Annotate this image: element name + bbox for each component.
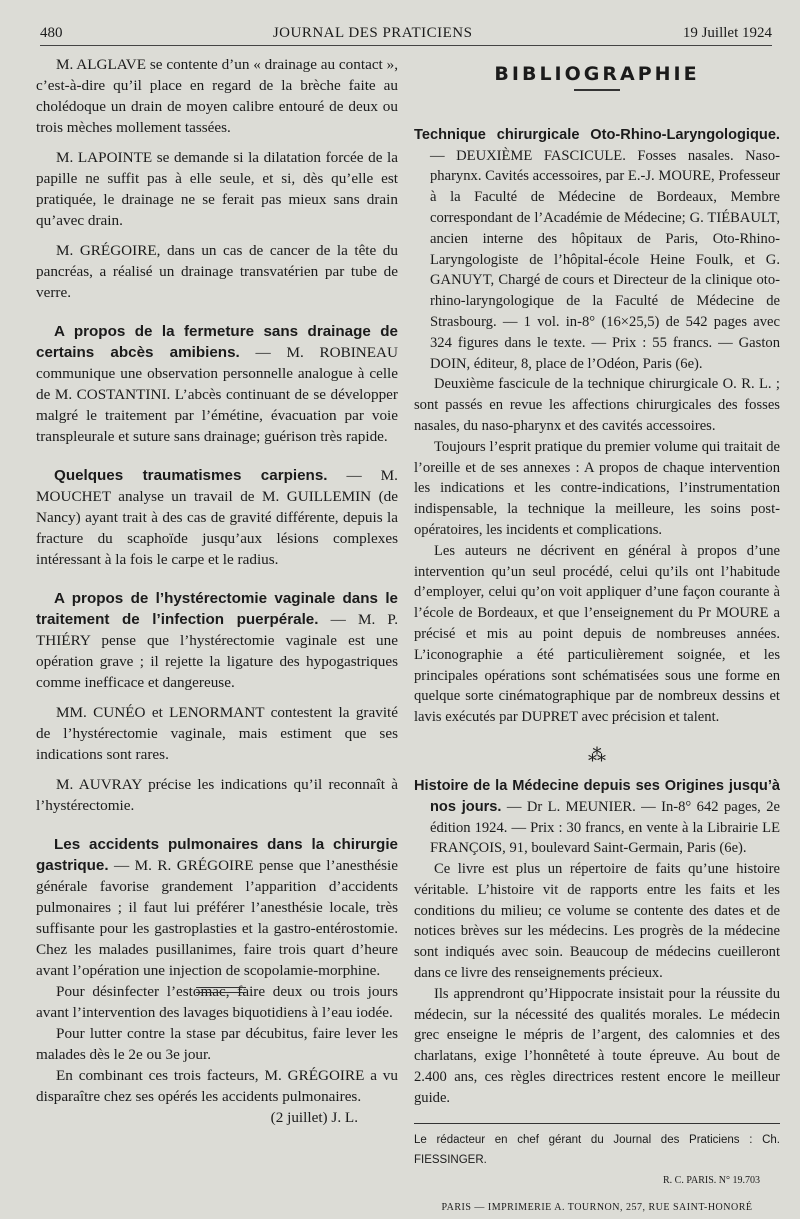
printer-credit: PARIS — IMPRIMERIE A. TOURNON, 257, RUE SAINT-HONORÉ — [441, 1202, 753, 1214]
paragraph: Ce livre est plus un répertoire de faits qu’une histoire véritable. L’histoire vit de rapports entre les faits et les conditions du milieu; ce volume se contente des dates et de notices brèves sur les médecins. Les progrès de la médecine sont indiqués avec soin. Beaucoup de médecins cueilleront dans ce livre des renseignements précieux. — [414, 861, 780, 982]
heading-rule — [574, 89, 620, 91]
review-reference: — Dr L. MEUNIER. — In-8° 642 pages, 2e édition 1924. — Prix : 30 francs, en vente à la Librairie LE FRANÇOIS, 91, boulevard Saint-Germain, Paris (6e). — [430, 798, 780, 857]
article-body: — M. P. THIÉRY pense que l’hystérectomie vaginale est une opération grave ; il rejette la ligature des hypogastriques comme inefficace et dangereuse. — [36, 611, 398, 691]
article-hysterectomie — [36, 588, 398, 816]
signature: (2 juillet) J. L. — [270, 1109, 358, 1126]
page-number: 480 — [40, 25, 63, 41]
bibliography-heading: BIBLIOGRAPHIE — [494, 63, 700, 85]
editor-credit: Le rédacteur en chef gérant du Journal des Praticiens : Ch. FIESSINGER. — [414, 1133, 780, 1167]
review-histoire-medecine — [414, 776, 780, 1109]
paragraph: M. LAPOINTE se demande si la dilatation forcée de la papille ne suffit pas à elle seule, et si, dès qu’elle est pratiquée, le drainage ne se ferait pas mieux sans drain qu’avec drain. — [36, 149, 398, 229]
article-accidents-pulmonaires — [36, 834, 398, 1128]
article-body: — M. MOUCHET analyse un travail de M. GUILLEMIN (de Nancy) ayant trait à des cas de gravité différente, depuis la fracture du scaphoïde jusqu’aux lésions complexes intéressant à la fois le carpe et le radius. — [36, 467, 398, 568]
paragraph: Pour désinfecter l’estomac, faire deux ou trois jours avant l’intervention des lavages biquotidiens à l’eau iodée. — [36, 983, 398, 1021]
article-title: Quelques traumatismes carpiens. — [54, 467, 328, 484]
review-title: Histoire de la Médecine depuis ses Origines jusqu’à nos jours. — [414, 777, 780, 815]
article-title: A propos de l’hystérectomie vaginale dans le traitement de l’infection puerpérale. — [36, 590, 398, 628]
paragraph: En combinant ces trois facteurs, M. GRÉGOIRE a vu disparaître chez ses opérés les accidents pulmonaires. — [36, 1067, 398, 1105]
paragraph: MM. CUNÉO et LENORMANT contestent la gravité de l’hystérectomie vaginale, mais estiment que ses indications sont rares. — [36, 704, 398, 763]
article-title: A propos de la fermeture sans drainage de certains abcès amibiens. — [36, 323, 398, 361]
right-column — [414, 54, 780, 1219]
registry-number: R. C. PARIS. N° 19.703 — [663, 1175, 760, 1187]
review-oto-rhino — [414, 125, 780, 728]
page-header — [40, 20, 772, 46]
paragraph: Toujours l’esprit pratique du premier volume qui traitait de l’oreille et de ses annexes : A propos de chaque intervention les indications et les contre-indications, l’instrumentation indispensable, la technique la meilleure, les soins post-opératoires, les incidents et complications. — [414, 438, 780, 538]
journal-title: JOURNAL DES PRATICIENS — [272, 25, 473, 41]
paragraph: Deuxième fascicule de la technique chirurgicale O. R. L. ; sont passés en revue les affections chirurgicales des fosses nasales, du naso-pharynx et des cavités accessoires. — [414, 376, 780, 434]
article-fermeture-abces — [36, 321, 398, 447]
paragraph: M. ALGLAVE se contente d’un « drainage au contact », c’est-à-dire qu’il place en regard de la brèche faite au cholédoque un drain de moyen calibre entouré de deux ou trois mèches mollement tassées. — [36, 56, 398, 136]
article-body: — M. R. GRÉGOIRE pense que l’anesthésie générale favorise grandement l’apparition d’accidents pulmonaires ; il faut lui préférer l’anesthésie locale, très suffisante pour les gastroplasties et la gastro-entérostomie. Chez les malades pusillanimes, faire trois quart d’heure avant l’opération une injection de scopolamie-morphine. — [36, 857, 398, 979]
left-column — [36, 54, 398, 1128]
article-traumatismes-carpiens — [36, 465, 398, 570]
paragraph: M. AUVRAY précise les indications qu’il reconnaît à l’hystérectomie. — [36, 776, 398, 814]
article-body: — M. ROBINEAU communique une observation personnelle analogue à celle de M. COSTANTINI. L’abcès continuant de se développer malgré le traitement par l’émétine, évacuation par voie transpleurale et suture sans drainage; guérison très rapide. — [36, 344, 398, 445]
review-reference: — DEUXIÈME FASCICULE. Fosses nasales. Naso-pharynx. Cavités accessoires, par E.-J. MOURE, Professeur à la Faculté de Médecine de Bordeaux, Membre correspondant de l’Académie de Médecine; G. TIÉBAULT, ancien interne des hôpitaux de Paris, Oto-Rhino-Laryngologiste de l’hôpital-école Heine Foulk, et G. GANUYT, Chargé de cours et Directeur de la clinique oto-rhino-laryngologique de la Faculté de Médecine de Strasbourg. — 1 vol. in-8° (16×25,5) de 542 pages avec 324 figures dans le texte. — Prix : 55 francs. — Gaston DOIN, éditeur, 8, place de l’Odéon, Paris (6e). — [430, 147, 780, 372]
issue-date: 19 Juillet 1924 — [682, 25, 772, 41]
paragraph: M. GRÉGOIRE, dans un cas de cancer de la tête du pancréas, a réalisé un drainage transvatérien par tube de verre. — [36, 242, 398, 301]
asterism: ⁂ — [588, 744, 606, 765]
paragraph: Les auteurs ne décrivent en général à propos d’une intervention qu’un seul procédé, celui qu’ils ont l’habitude d’employer, celui qu’on voit appliquer d’une façon courante à l’école de Bordeaux, et que l’enseignement du Pr MOURE a précisé et mis au point depuis de nombreuses années. L’iconographie a été particulièrement soignée, et les principales opérations sont schématisées sous une forme en quelque sorte cinématographique par de nombreux dessins et lavis exécutés par DUPRET avec précision et talent. — [414, 542, 780, 726]
paragraph: Ils apprendront qu’Hippocrate insistait pour la réussite du médecin, sur la nécessité des qualités morales. Le médecin grec enseigne le mépris de l’argent, des calomnies et des charlatans, exige l’honnêteté à toute épreuve. Au bout de 2.400 ans, ces règles directrices restent encore le meilleur guide. — [414, 985, 780, 1106]
review-title: Technique chirurgicale Oto-Rhino-Laryngologique. — [414, 126, 780, 143]
paragraph: Pour lutter contre la stase par décubitus, faire lever les malades dès le 2e ou 3e jour. — [36, 1025, 398, 1063]
end-rule — [196, 987, 246, 993]
article-title: Les accidents pulmonaires dans la chirurgie gastrique. — [36, 836, 398, 874]
footer-divider — [414, 1123, 780, 1124]
